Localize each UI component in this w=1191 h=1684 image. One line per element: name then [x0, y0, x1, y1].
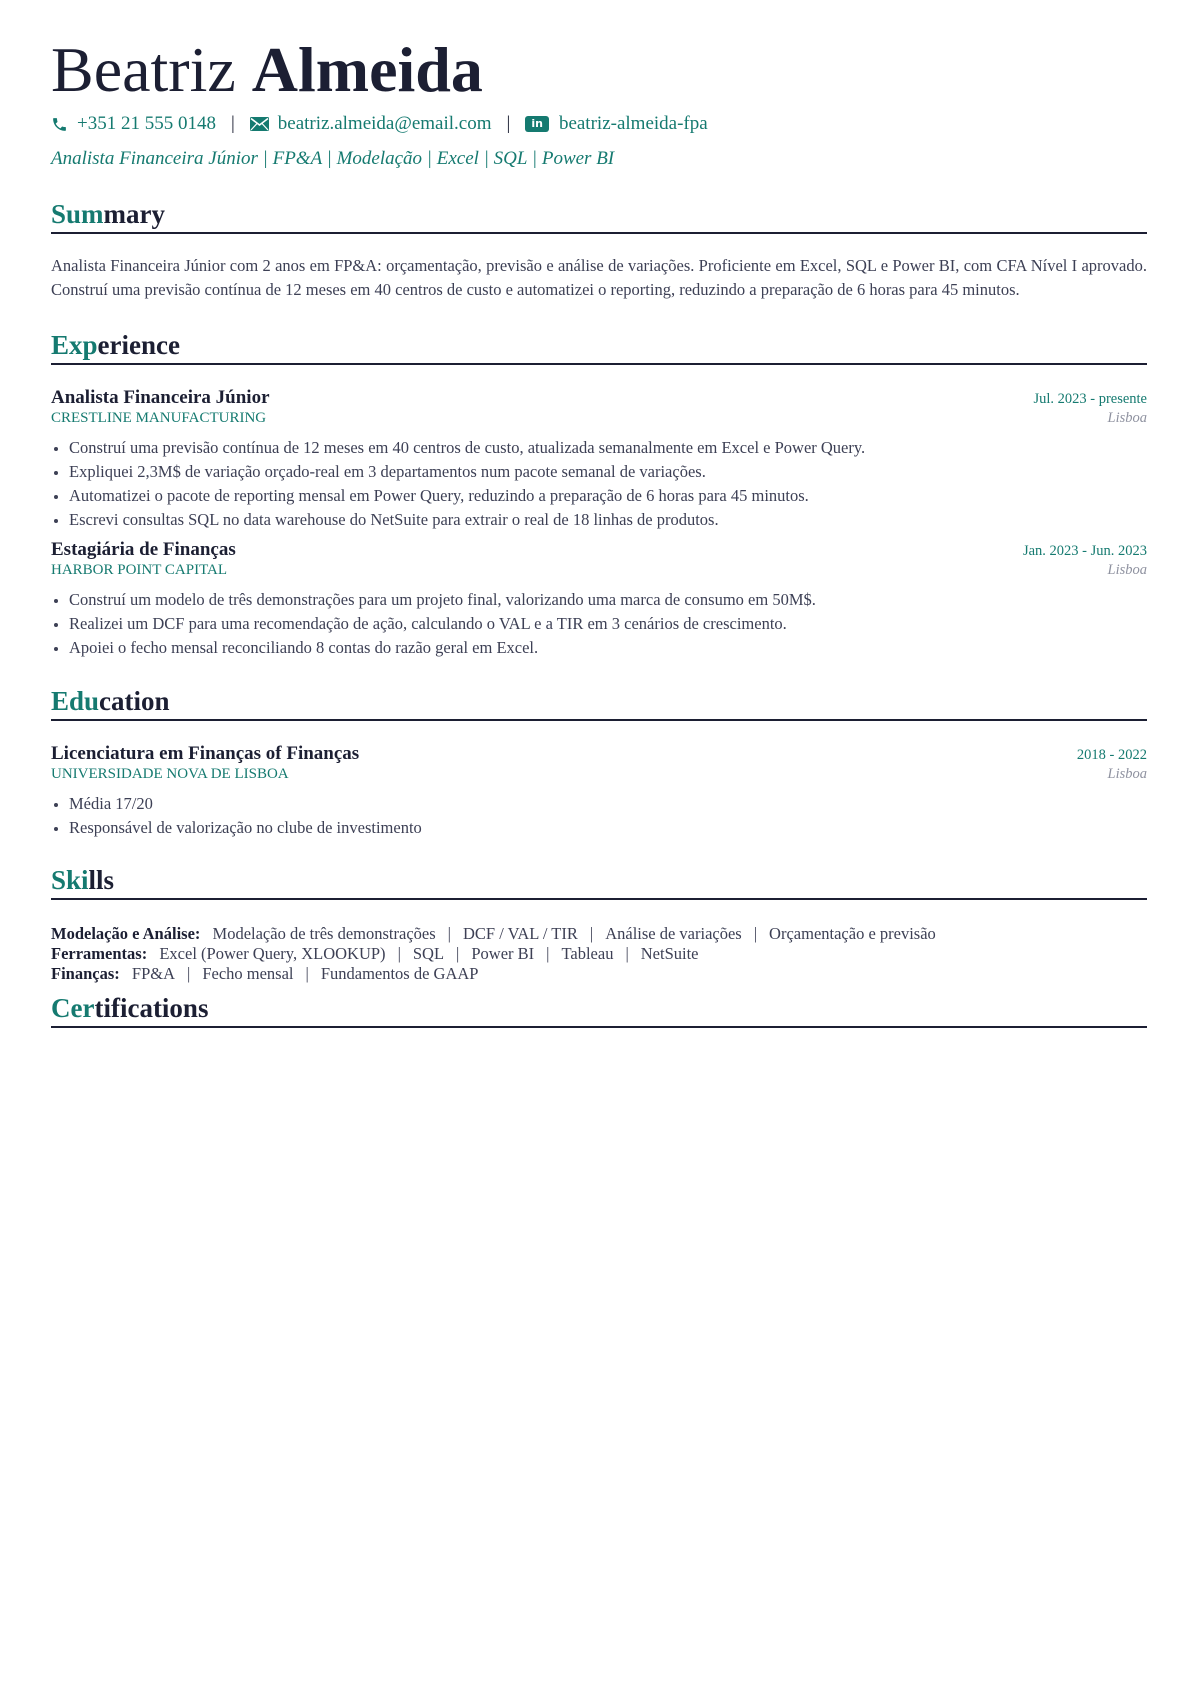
company-name: CRESTLINE MANUFACTURING [51, 410, 267, 426]
skill-category: Modelação e Análise: [51, 924, 201, 943]
skill-item: FP&A [131, 964, 175, 983]
section-title-accent: Ski [51, 865, 89, 895]
skill-item: SQL [412, 944, 445, 963]
section-title-experience [51, 329, 1147, 365]
section-title-rest: erience [97, 330, 180, 360]
skill-item: Modelação de três demonstrações [212, 924, 436, 943]
contact-separator: | [506, 113, 511, 134]
section-title-skills [51, 864, 1147, 900]
list-item: Média 17/20 [69, 792, 1147, 816]
section-title-education [51, 685, 1147, 721]
experience-entry [51, 538, 1147, 660]
job-dates: Jan. 2023 - Jun. 2023 [1022, 543, 1147, 559]
section-title-rest: lls [88, 865, 115, 895]
section-title-certifications [51, 992, 1147, 1028]
skill-separator: | [625, 944, 629, 963]
company-name: HARBOR POINT CAPITAL [51, 562, 228, 578]
skill-separator: | [187, 964, 191, 983]
skill-category: Ferramentas: [51, 944, 148, 963]
school-location: Lisboa [1107, 766, 1147, 782]
list-item: Expliquei 2,3M$ de variação orçado-real em 3 departamentos num pacote semanal de variações. [69, 460, 1147, 484]
skill-separator: | [753, 924, 758, 943]
skill-item: Fecho mensal [202, 964, 294, 983]
section-title-accent: Sum [51, 199, 104, 229]
achievement-list [51, 588, 1147, 660]
skill-item: Análise de variações [605, 924, 742, 943]
job-title: Analista Financeira Júnior [51, 387, 270, 408]
skill-item: Orçamentação e previsão [769, 924, 936, 943]
phone-icon [51, 116, 68, 133]
skill-separator: | [397, 944, 401, 963]
section-title-accent: Cer [51, 993, 95, 1023]
skill-item: Excel (Power Query, XLOOKUP) [159, 944, 386, 963]
skill-row [51, 924, 1147, 944]
section-title-rest: tifications [94, 993, 209, 1023]
contact-line [51, 110, 1147, 138]
skill-separator: | [447, 924, 451, 943]
job-location: Lisboa [1107, 410, 1147, 426]
last-name: Almeida [251, 34, 483, 105]
email-link[interactable]: beatriz.almeida@email.com [277, 113, 492, 134]
list-item: Realizei um DCF para uma recomendação de ação, calculando o VAL e a TIR em 3 cenários de crescimento. [69, 612, 1147, 636]
school-name: UNIVERSIDADE NOVA DE LISBOA [51, 766, 289, 782]
first-name: Beatriz [51, 34, 236, 105]
achievement-list [51, 436, 1147, 532]
education-entry [51, 742, 1147, 840]
headline-tagline: Analista Financeira Júnior | FP&A | Modelação | Excel | SQL | Power BI [51, 148, 615, 169]
summary-text: Analista Financeira Júnior com 2 anos em FP&A: orçamentação, previsão e análise de variações. Proficiente em Excel, SQL e Power BI, com CFA Nível I aprovado. Construí uma previsão contínua de 12 meses em 40 centros de custo e automatizei o reporting, reduzindo a preparação de 6 horas para 45 minutos. [51, 256, 1147, 299]
phone-number[interactable]: +351 21 555 0148 [77, 113, 216, 134]
list-item: Automatizei o pacote de reporting mensal em Power Query, reduzindo a preparação de 6 horas para 45 minutos. [69, 484, 1147, 508]
skill-item: Tableau [561, 944, 614, 963]
skill-item: DCF / VAL / TIR [462, 924, 578, 943]
skill-row [51, 964, 1147, 984]
list-item: Escrevi consultas SQL no data warehouse do NetSuite para extrair o real de 18 linhas de produtos. [69, 508, 1147, 532]
skill-category: Finanças: [51, 964, 120, 983]
section-title-summary [51, 198, 1147, 234]
experience-entry [51, 386, 1147, 532]
envelope-icon [250, 117, 269, 131]
skill-separator: | [456, 944, 460, 963]
education-list [51, 742, 1147, 840]
list-item: Construí uma previsão contínua de 12 meses em 40 centros de custo, atualizada semanalmente em Excel e Power Query. [69, 436, 1147, 460]
list-item: Responsável de valorização no clube de investimento [69, 816, 1147, 840]
education-details [51, 792, 1147, 840]
contact-separator: | [230, 113, 235, 134]
section-title-accent: Exp [51, 330, 98, 360]
section-title-rest: cation [99, 686, 170, 716]
job-location: Lisboa [1107, 562, 1147, 578]
skill-item: Fundamentos de GAAP [320, 964, 479, 983]
list-item: Construí um modelo de três demonstrações para um projeto final, valorizando uma marca de consumo em 50M$. [69, 588, 1147, 612]
skill-separator: | [589, 924, 594, 943]
skill-separator: | [546, 944, 550, 963]
skills-list [51, 924, 1147, 984]
section-title-accent: Edu [51, 686, 100, 716]
experience-list [51, 386, 1147, 660]
job-dates: Jul. 2023 - presente [1033, 391, 1147, 407]
list-item: Apoiei o fecho mensal reconciliando 8 contas do razão geral em Excel. [69, 636, 1147, 660]
education-dates: 2018 - 2022 [1076, 747, 1147, 763]
linkedin-icon: in [525, 116, 549, 132]
job-title: Estagiária de Finanças [51, 539, 236, 560]
skill-item: Power BI [471, 944, 535, 963]
section-title-rest: mary [103, 199, 166, 229]
skill-row [51, 944, 1147, 964]
skill-separator: | [305, 964, 309, 983]
degree-title: Licenciatura em Finanças of Finanças [51, 743, 360, 764]
resume-page [51, 0, 1147, 1028]
candidate-name [51, 0, 1147, 106]
linkedin-link[interactable]: beatriz-almeida-fpa [558, 113, 708, 134]
skill-item: NetSuite [640, 944, 699, 963]
